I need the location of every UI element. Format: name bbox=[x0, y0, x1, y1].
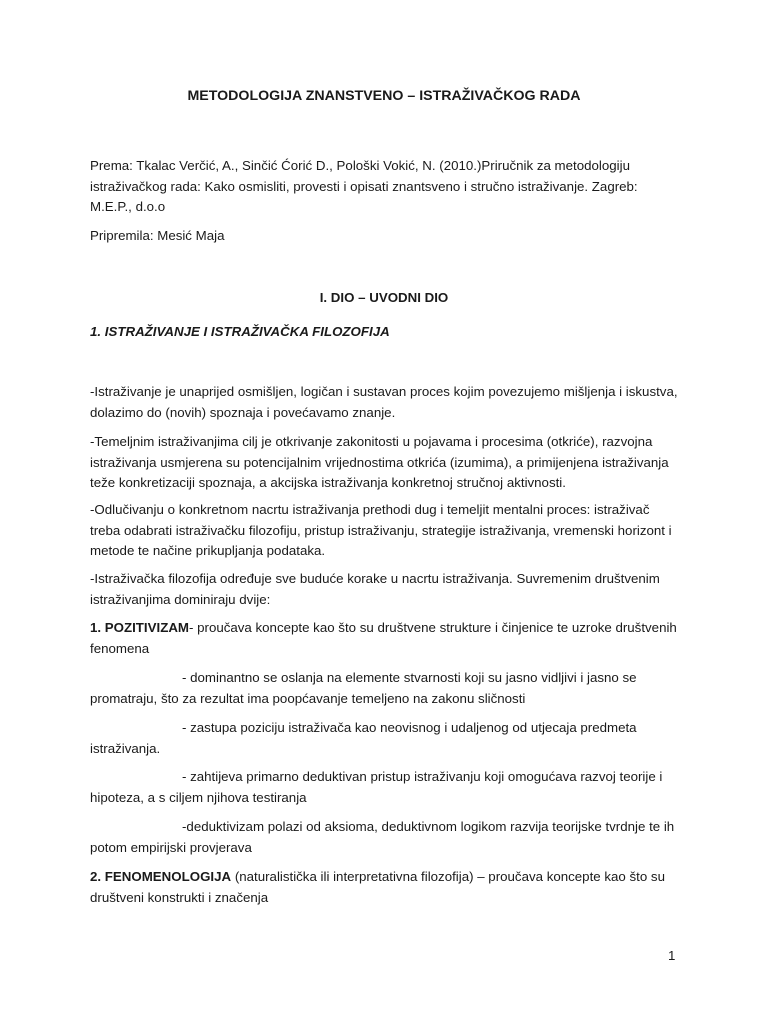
bullet-item: - zastupa poziciju istraživača kao neovisnog i udaljenog od utjecaja predmeta istraživanja. bbox=[90, 720, 637, 756]
part-heading: I. DIO – UVODNI DIO bbox=[319, 290, 449, 305]
section-heading: 1. ISTRAŽIVANJE I ISTRAŽIVAČKA FILOZOFIJA bbox=[90, 324, 390, 339]
paragraph: -Odlučivanju o konkretnom nacrtu istraživanja prethodi dug i temeljit mentalni proces: istraživač treba odabrati istraživačku filozofiju, pristup istraživanju, strategije istraživanja, vremenski horizont i metode te načine prikupljanja podataka. bbox=[90, 502, 672, 558]
pozitivizam-text: - proučava koncepte kao što su društvene strukture i činjenice te uzroke društvenih fenomena bbox=[90, 620, 677, 656]
pozitivizam-paragraph bbox=[90, 618, 680, 659]
bullet-item: -deduktivizam polazi od aksioma, deduktivnom logikom razvija teorijske tvrdnje te ih potom empirijski provjerava bbox=[90, 819, 675, 855]
document-title: METODOLOGIJA ZNANSTVENO – ISTRAŽIVAČKOG RADA bbox=[187, 88, 581, 104]
fenomenologija-text: (naturalistička ili interpretativna filozofija) – proučava koncepte kao što su društveni konstrukti i značenja bbox=[90, 869, 665, 905]
paragraph: -Temeljnim istraživanjima cilj je otkrivanje zakonitosti u pojavama i procesima (otkriće), razvojna istraživanja usmjerena su potencijalnim vrijednostima otkrića (izumima), a primijenjena istraživanja teže konkretizaciji spoznaja, a akcijska istraživanja konkretnoj stručnoj aktivnosti. bbox=[90, 434, 669, 490]
pozitivizam-label: 1. POZITIVIZAM bbox=[90, 620, 189, 635]
fenomenologija-paragraph bbox=[90, 867, 680, 908]
fenomenologija-label: 2. FENOMENOLOGIJA bbox=[90, 869, 232, 884]
bullet-item: - zahtijeva primarno deduktivan pristup istraživanju koji omogućava razvoj teorije i hipoteza, a s ciljem njihova testiranja bbox=[90, 769, 663, 805]
bullet-item: - dominantno se oslanja na elemente stvarnosti koji su jasno vidljivi i jasno se promatraju, što za rezultat ima poopćavanje temeljeno na zakonu sličnosti bbox=[90, 670, 637, 706]
source-paragraph: Prema: Tkalac Verčić, A., Sinčić Ćorić D., Pološki Vokić, N. (2010.)Priručnik za metodologiju istraživačkog rada: Kako osmisliti, provesti i opisati znantsveno i stručno istraživanje. Zagreb: M.E.P., d.o.o bbox=[90, 158, 638, 214]
page-number: 1 bbox=[668, 948, 676, 963]
paragraph: -Istraživačka filozofija određuje sve buduće korake u nacrtu istraživanja. Suvremenim društvenim istraživanjima dominiraju dvije: bbox=[90, 571, 660, 607]
prepared-by: Pripremila: Mesić Maja bbox=[90, 228, 225, 243]
paragraph: -Istraživanje je unaprijed osmišljen, logičan i sustavan proces kojim povezujemo mišljenja i iskustva, dolazimo do (novih) spoznaja i povećavamo znanje. bbox=[90, 384, 678, 420]
